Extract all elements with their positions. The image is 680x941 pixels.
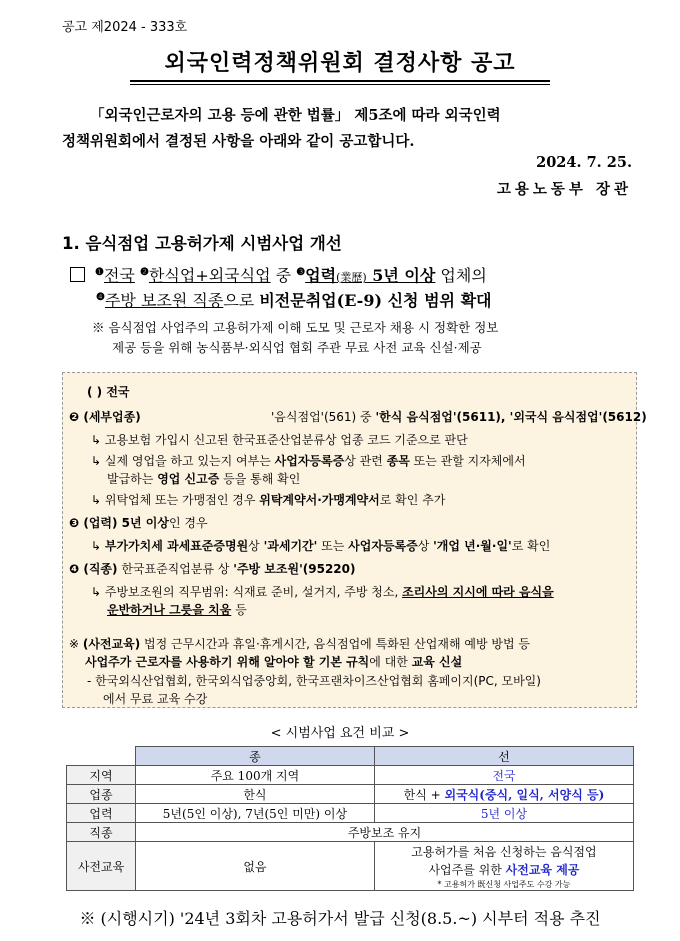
note2-c: 상 관련	[344, 454, 387, 468]
tr2-b: 에 대한	[369, 655, 412, 669]
hn-a: ↳	[91, 539, 105, 553]
note2-e: 또는 관할 지자체에서	[409, 454, 526, 468]
industry-after	[374, 785, 633, 804]
job-label: ❹ (직종)	[69, 562, 118, 576]
note3-a: ↳ 위탁업체 또는 가맹점인 경우	[91, 493, 260, 507]
detail-training-4: 에서 무료 교육 수강	[103, 692, 208, 706]
detail-nationwide: ( ) 전국	[87, 385, 130, 399]
training-after-2a: 사업주를 위한	[428, 862, 506, 877]
summary-line-1	[70, 263, 487, 286]
detail-training-2	[85, 653, 462, 670]
notice-date: 2024. 7. 25.	[536, 154, 632, 171]
note2-d: 종목	[386, 454, 410, 468]
tr2-a: 사업주가 근로자를 사용하기 위해 알아야 할 기본 규칙	[85, 655, 370, 669]
marker-2: ❷	[139, 267, 149, 278]
scope-history: 업력	[305, 266, 337, 285]
comparison-title: < 시범사업 요건 비교 >	[270, 726, 410, 741]
text-companies: 업체의	[435, 266, 487, 285]
jn-b: 조리사의 지시에 따라 음식을	[402, 585, 554, 599]
intro-line-2: 정책위원회에서 결정된 사항을 아래와 같이 공고합니다.	[62, 133, 415, 150]
jn2-a: 운반하거나 그릇을 치움	[107, 603, 232, 617]
detail-industry-note-3	[91, 491, 445, 508]
text-as: 으로	[223, 291, 260, 310]
section-1-heading: 1. 음식점업 고용허가제 시범사업 개선	[62, 234, 342, 253]
header-after: 선	[374, 747, 633, 766]
note3-b: 위탁계약서·가맹계약서	[259, 493, 380, 507]
hn-b: 부가가치세 과세표준증명원	[104, 539, 249, 553]
scope-years: 5년 이상	[366, 266, 436, 285]
summary-line-2	[96, 288, 491, 311]
table-row	[67, 766, 634, 785]
text-among: 중	[270, 266, 297, 285]
tr-b: (사전교육)	[82, 637, 141, 651]
scope-nationwide: 전국	[103, 266, 135, 285]
scope-expansion: 비전문취업(E-9) 신청 범위 확대	[259, 291, 492, 310]
job-text: 한국표준직업분류 상	[117, 562, 234, 576]
title-underline	[130, 80, 550, 82]
note2b-a: 발급하는	[107, 472, 158, 486]
scope-industry: 한식업+외국식업	[148, 266, 271, 285]
history-label: ❸ (업력) 5년 이상	[69, 516, 169, 530]
note2-a: ↳ 실제 영업을 하고 있는지 여부는	[91, 454, 275, 468]
header-before: 종	[136, 747, 375, 766]
detail-industry-note-1: ↳ 고용보험 가입시 신고된 한국표준산업분류상 업종 코드 기준으로 판단	[91, 433, 468, 447]
page-title: 외국인력정책위원회 결정사항 공고	[164, 50, 516, 76]
job-code: '주방 보조원'(95220)	[233, 562, 356, 576]
hn-d: '과세기간'	[263, 539, 318, 553]
hn-e: 또는	[317, 539, 349, 553]
industry-subtypes: '한식 음식점업'(5611), '외국식 음식점업'(5612)	[375, 410, 647, 424]
hn-i: 로 확인	[511, 539, 551, 553]
hn-c: 상	[248, 539, 264, 553]
detail-industry-note-2	[91, 452, 526, 469]
table-row	[67, 804, 634, 823]
note-line-1: ※ 음식점업 사업주의 고용허가제 이해 도모 및 근로자 채용 시 정확한 정보	[92, 320, 499, 335]
hn-g: 상	[417, 539, 434, 553]
detail-job-note-2	[107, 601, 247, 618]
marker-1: ❶	[95, 267, 104, 278]
detail-industry-value	[271, 408, 647, 425]
note2b-c: 등을 통해 확인	[219, 472, 301, 486]
table-row	[67, 785, 634, 804]
note2-b: 사업자등록증	[274, 454, 345, 468]
table-row	[67, 823, 634, 842]
training-after-2	[374, 860, 633, 878]
tr-a: ※	[69, 637, 83, 651]
checkbox-icon	[70, 267, 85, 282]
comparison-table	[66, 746, 634, 891]
industry-before: 한식	[136, 785, 375, 804]
industry-after-a: 한식 +	[403, 787, 445, 802]
jn2-b: 등	[231, 603, 247, 617]
training-after-1: 고용허가를 처음 신청하는 음식점업	[374, 842, 633, 861]
jn-a: ↳ 주방보조원의 직무범위: 식재료 준비, 설거지, 주방 청소,	[91, 585, 403, 599]
industry-after-b: 외국식(중식, 일식, 서양식 등)	[444, 787, 605, 802]
header-blank	[67, 747, 136, 766]
row-label-region: 지역	[67, 766, 136, 785]
tr2-c: 교육 신설	[411, 655, 463, 669]
row-label-industry: 업종	[67, 785, 136, 804]
training-after-note: * 고용허가 既신청 사업주도 수강 가능	[374, 878, 633, 891]
detail-industry-label: ❷ (세부업종)	[69, 410, 141, 424]
row-label-training: 사전교육	[67, 842, 136, 891]
row-label-history: 업력	[67, 804, 136, 823]
detail-training	[69, 635, 530, 652]
training-after-2b: 사전교육 제공	[505, 862, 580, 877]
detail-industry-note-2b	[107, 470, 300, 487]
industry-parent: '음식점업'(561) 중	[271, 410, 376, 424]
tr-c: 법정 근무시간과 휴일·휴게시간, 음식점업에 특화된 산업재해 예방 방법 등	[140, 637, 530, 651]
note-line-2: 제공 등을 위해 농식품부·외식업 협회 주관 무료 사전 교육 신설·제공	[112, 340, 482, 355]
history-after: 5년 이상	[374, 804, 633, 823]
scope-job: 주방 보조원 직종	[104, 291, 224, 310]
table-row	[67, 842, 634, 861]
detail-history-note	[91, 537, 550, 554]
detail-job	[69, 560, 355, 577]
minister-signature: 고용노동부 장관	[496, 181, 632, 198]
row-label-job: 직종	[67, 823, 136, 842]
detail-box	[62, 372, 647, 708]
detail-history	[69, 514, 208, 531]
intro-line-1: 「외국인근로자의 고용 등에 관한 법률」 제5조에 따라 외국인력	[90, 107, 501, 124]
marker-3: ❸	[296, 267, 306, 278]
training-before: 없음	[136, 842, 375, 891]
scope-history-hanja: (業歷)	[336, 271, 367, 284]
detail-training-3: - 한국외식산업협회, 한국외식업중앙회, 한국프랜차이즈산업협회 홈페이지(PC, 모바일)	[87, 674, 541, 688]
history-before: 5년(5인 이상), 7년(5인 미만) 이상	[136, 804, 375, 823]
table-header-row	[67, 747, 634, 766]
marker-4: ❹	[96, 292, 105, 303]
job-both: 주방보조 유지	[136, 823, 634, 842]
region-after: 전국	[374, 766, 633, 785]
hn-f: 사업자등록증	[348, 539, 418, 553]
history-text: 인 경우	[168, 516, 208, 530]
title-underline-thin	[130, 84, 550, 85]
footer-note: ※ (시행시기) '24년 3회차 고용허가서 발급 신청(8.5.~) 시부터 적용 추진	[79, 909, 601, 928]
note2b-b: 영업 신고증	[157, 472, 220, 486]
detail-job-note	[91, 583, 554, 600]
notice-number: 공고 제2024 - 333호	[62, 20, 188, 35]
region-before: 주요 100개 지역	[136, 766, 375, 785]
hn-h: '개업 년·월·일'	[433, 539, 512, 553]
note3-c: 로 확인 추가	[379, 493, 446, 507]
